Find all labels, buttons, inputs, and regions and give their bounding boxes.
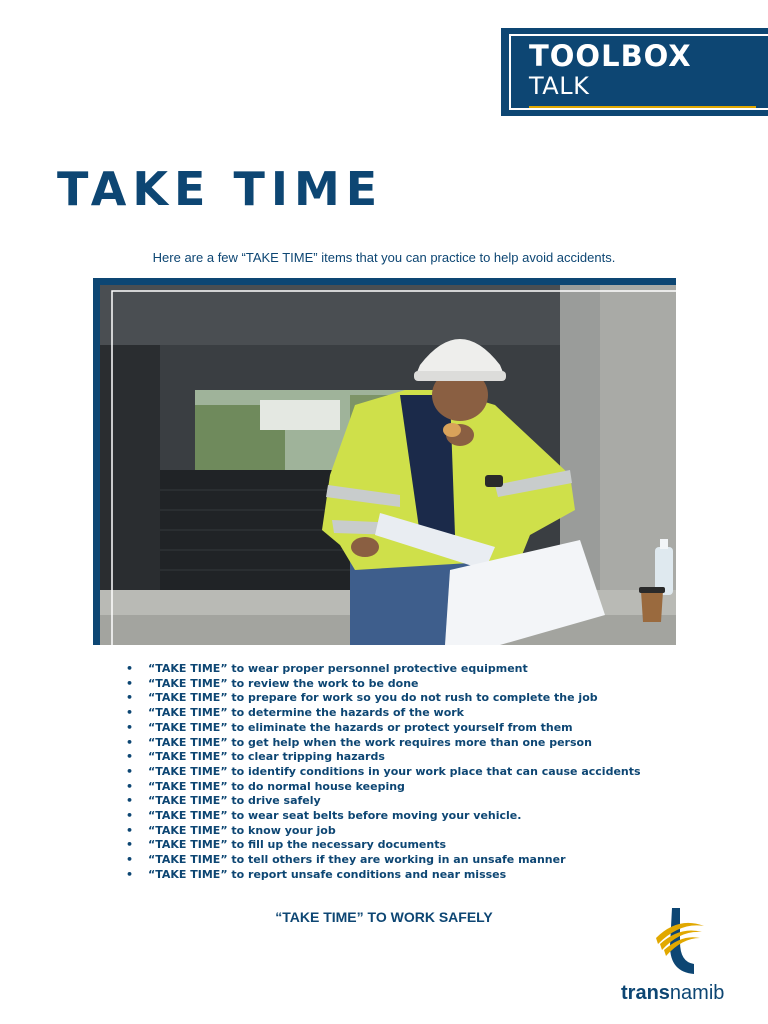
transnamib-logo-icon [650, 902, 710, 982]
list-item: • “TAKE TIME” to drive safely [126, 794, 641, 809]
list-item: • “TAKE TIME” to do normal house keeping [126, 780, 641, 795]
wordmark-part1: trans [621, 982, 670, 1004]
list-item: • “TAKE TIME” to prepare for work so you do not rush to complete the job [126, 691, 641, 706]
wordmark-part2: namib [669, 982, 725, 1004]
badge-line1: TOOLBOX [529, 39, 692, 73]
badge-line2: TALK [529, 72, 590, 100]
list-item: • “TAKE TIME” to fill up the necessary documents [126, 838, 641, 853]
list-item: • “TAKE TIME” to review the work to be done [126, 677, 641, 692]
work-safely-slogan: “TAKE TIME” TO WORK SAFELY [275, 909, 493, 925]
take-time-list [126, 662, 641, 883]
list-item: • “TAKE TIME” to report unsafe conditions and near misses [126, 868, 641, 883]
list-item: • “TAKE TIME” to tell others if they are working in an unsafe manner [126, 853, 641, 868]
transnamib-wordmark [621, 983, 724, 1003]
page-title: TAKE TIME [57, 162, 384, 216]
list-item: • “TAKE TIME” to determine the hazards of the work [126, 706, 641, 721]
list-item: • “TAKE TIME” to clear tripping hazards [126, 750, 641, 765]
list-item: • “TAKE TIME” to eliminate the hazards or protect yourself from them [126, 721, 641, 736]
list-item: • “TAKE TIME” to get help when the work requires more than one person [126, 736, 641, 751]
list-item: • “TAKE TIME” to identify conditions in your work place that can cause accidents [126, 765, 641, 780]
list-item: • “TAKE TIME” to wear seat belts before moving your vehicle. [126, 809, 641, 824]
worker-photo [93, 278, 676, 645]
worker-photo-illustration [100, 285, 676, 645]
list-item: • “TAKE TIME” to wear proper personnel protective equipment [126, 662, 641, 677]
list-item: • “TAKE TIME” to know your job [126, 824, 641, 839]
intro-text: Here are a few “TAKE TIME” items that you can practice to help avoid accidents. [152, 250, 616, 265]
toolbox-talk-badge [501, 28, 768, 116]
badge-underline [529, 106, 756, 108]
